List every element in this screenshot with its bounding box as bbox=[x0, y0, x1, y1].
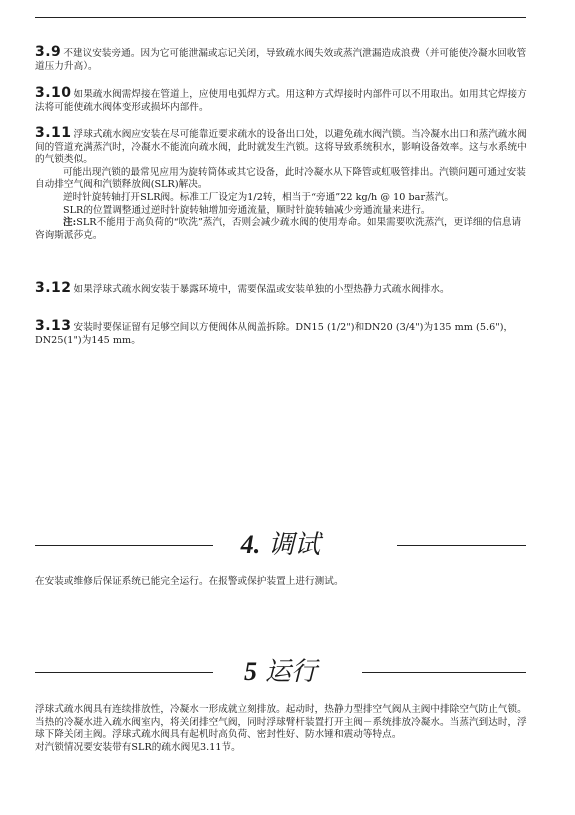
section-3-11 bbox=[35, 127, 528, 242]
commissioning-heading bbox=[35, 525, 526, 565]
section-3-13 bbox=[35, 320, 528, 347]
section-paragraph: 可能出现汽锁的最常见应用为旋转筒体或其它设备，此时冷凝水从下降管或虹吸管排出。汽锁问题可通过安装自动排空气阀和汽锁释放阀(SLR)解决。 bbox=[35, 166, 526, 191]
section-text: 如果浮球式疏水阀安装于暴露环境中，需要保温或安装单独的小型热静力式疏水阀排水。 bbox=[73, 284, 450, 295]
section-text: 如果疏水阀需焊接在管道上，应使用电弧焊方式。用这种方式焊接时内部件可以不用取出。如用其它焊接方法将可能使疏水阀体变形或损坏内部件。 bbox=[35, 89, 527, 113]
heading-rule-right bbox=[362, 672, 526, 673]
section-number: 3.10 bbox=[35, 85, 72, 101]
top-rule bbox=[35, 17, 526, 18]
section-paragraph: 逆时针旋转轴打开SLR阀。标准工厂设定为1/2转，相当于“旁通”22 kg/h @ 10 bar蒸汽。 bbox=[63, 191, 455, 203]
section-text: 安装时要保证留有足够空间以方便阀体从阀盖拆除。DN15 (1/2")和DN20 (3/4")为135 mm (5.6")，DN25(1")为145 mm。 bbox=[35, 322, 514, 346]
section-number: 3.9 bbox=[35, 44, 62, 60]
section-number: 3.11 bbox=[35, 125, 72, 141]
heading-title: 5 运行 bbox=[243, 657, 317, 686]
operation-heading bbox=[35, 652, 526, 692]
section-text: 浮球式疏水阀应安装在尽可能靠近要求疏水的设备出口处，以避免疏水阀汽锁。当冷凝水出口和蒸汽疏水阀间的管道充满蒸汽时，冷凝水不能流向疏水阀，此时就发生汽锁。这将导致系统积水，影响设备效率。这与水系统中的气锁类似。 bbox=[35, 129, 527, 166]
note-label: 注: bbox=[63, 217, 77, 229]
heading-rule-right bbox=[397, 545, 526, 546]
section-number: 3.13 bbox=[35, 318, 72, 334]
section-3-9 bbox=[35, 46, 528, 73]
heading-title: 4. 调试 bbox=[240, 530, 321, 559]
commissioning-text: 在安装或维修后保证系统已能完全运行。在报警或保护装置上进行测试。 bbox=[35, 576, 344, 587]
note-paragraph bbox=[35, 217, 528, 242]
section-paragraph: SLR的位置调整通过逆时针旋转轴增加旁通流量，顺时针旋转轴减少旁通流量来进行。 bbox=[63, 204, 431, 216]
note-text: SLR不能用于高负荷的“吹洗”蒸汽，否则会减少疏水阀的使用寿命。如果需要吹洗蒸汽，更详细的信息请咨询斯派莎克。 bbox=[35, 217, 522, 241]
section-3-12 bbox=[35, 282, 528, 297]
section-number: 3.12 bbox=[35, 280, 72, 296]
operation-text: 浮球式疏水阀具有连续排放性，冷凝水一形成就立刻排放。起动时，热静力型排空气阀从主阀中排除空气防止气锁。当热的冷凝水进入疏水阀室内，将关闭排空气阀，同时浮球臂杆装置打开主阀－系统排放冷凝水。当蒸汽到达时，浮球下降关闭主阀。浮球式疏水阀具有起机时高负荷、密封性好、防水锤和震动等特点。 对汽锁情况要安装带有SLR的疏水阀见3.11节。 bbox=[35, 704, 527, 753]
section-text: 不建议安装旁通。因为它可能泄漏或忘记关闭，导致疏水阀失效或蒸汽泄漏造成浪费（并可能使冷凝水回收管道压力升高）。 bbox=[35, 48, 527, 72]
section-3-10 bbox=[35, 87, 528, 114]
